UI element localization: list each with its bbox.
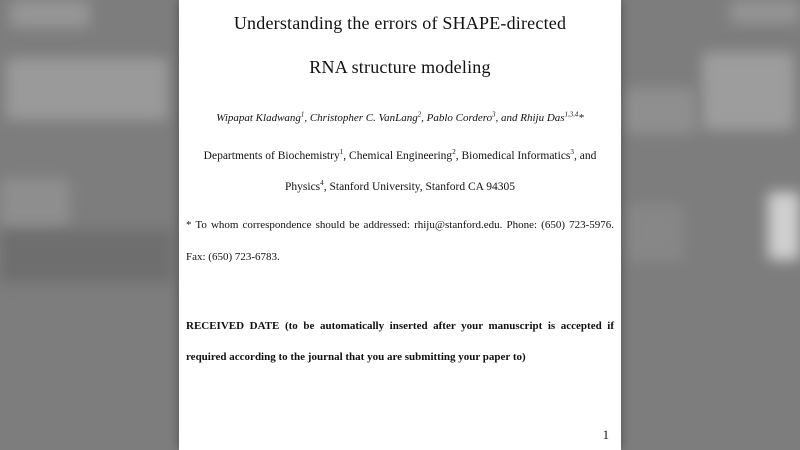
author-superscript: 2 — [417, 111, 422, 119]
received-date-note: RECEIVED DATE (to be automatically inserted after your manuscript is accepted if required according to the journal that you are submitting your paper to) — [186, 320, 614, 363]
affiliation-segment: , Stanford University, Stanford CA 94305 — [323, 181, 515, 193]
affiliation-line — [186, 141, 614, 203]
author-line — [186, 112, 614, 124]
paper-title-line2: RNA structure modeling — [309, 57, 491, 77]
page-number: 1 — [602, 428, 609, 442]
author-segment: * — [578, 112, 584, 124]
affiliation-segment: Departments of Biochemistry — [203, 150, 340, 162]
affiliation-segment: , Biomedical Informatics — [455, 150, 571, 162]
background-blur-shape — [730, 0, 800, 24]
author-segment: Wipapat Kladwang — [216, 112, 301, 124]
background-blur-shape — [0, 230, 172, 282]
background-blur-shape — [6, 58, 168, 120]
paper-title-line1: Understanding the errors of SHAPE-directed — [233, 13, 567, 33]
author-superscript: 1 — [300, 111, 305, 119]
background-blur-shape — [624, 88, 696, 134]
affiliation-superscript: 3 — [570, 148, 574, 157]
author-segment: , Christopher C. VanLang — [304, 112, 418, 124]
author-segment: , and Rhiju Das — [495, 112, 565, 124]
correspondence-note: * To whom correspondence should be addressed: rhiju@stanford.edu. Phone: (650) 723-5976. Fax: (650) 723-6783. — [186, 219, 614, 263]
background-blur-shape — [702, 52, 794, 130]
background-blur-shape — [626, 204, 684, 262]
affiliation-superscript: 4 — [320, 179, 324, 188]
affiliation-segment: , and Physics — [285, 150, 597, 193]
author-superscript: 3 — [492, 111, 496, 119]
affiliation-segment: , Chemical Engineering — [343, 150, 453, 162]
paper-page — [179, 0, 621, 450]
background-blur-shape — [0, 178, 70, 230]
background-blur-shape — [768, 192, 800, 260]
author-segment: , Pablo Cordero — [421, 112, 493, 124]
paper-title — [179, 1, 621, 89]
affiliation-superscript: 2 — [452, 148, 456, 157]
author-superscript: 1,3,4 — [564, 111, 579, 119]
background-blur-shape — [10, 0, 90, 28]
affiliation-superscript: 1 — [339, 148, 344, 157]
